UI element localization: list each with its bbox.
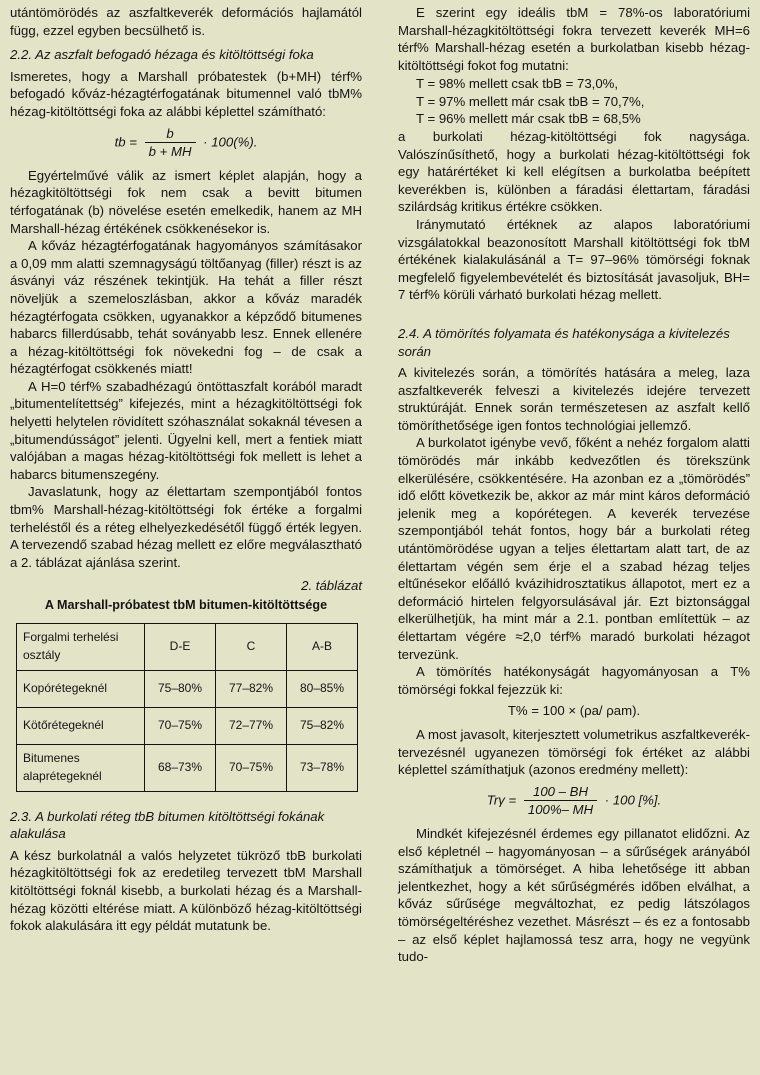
paragraph: A H=0 térf% szabadhézagú öntöttaszfalt korából maradt „bitumentelítettség” kifejezés, mint a hézagkitöltöttségi fok helyetti helytelen rövidített szóhasználat sokaknál tévesen a „bitumendússágot” jelenti. Ügyelni kell, mert a fentiek miatt valójában a magas hézag-kitöltöttségi fok mellett is lehet a habarcs bitumenszegény.: [10, 378, 362, 482]
formula-denominator: b + MH: [148, 144, 192, 160]
table-cell: Kötőrétegeknél: [17, 707, 145, 744]
formula-t-percent: T% = 100 × (ρa/ ρam).: [507, 703, 641, 719]
paragraph: Javaslatunk, hogy az élettartam szempontjából fontos tbm% Marshall-hézag-kitöltöttségi fok értéke a forgalmi terheléstől és a réteg elhelyezkedésétől függő érték legyen. A tervezendő szabad hézag mellett ez előre megválasztható a 2. táblázat ajánlása szerint.: [10, 484, 362, 570]
formula-rhs: · 100 [%].: [604, 792, 662, 808]
formula-lhs: Trγ =: [486, 792, 517, 808]
right-column: [398, 4, 750, 966]
paragraph: A kivitelezés során, a tömörítés hatására a meleg, laza aszfaltkeverék felveszi a kivitelezés idejére tervezett struktúráját. Ennek során természetesen az aszfalt kellő tömöríthetősége igen fontos technológiai jellemző.: [398, 365, 750, 433]
formula-lhs: tb =: [114, 134, 137, 150]
table-cell: 75–82%: [287, 707, 358, 744]
paragraph: A kőváz hézagtérfogatának hagyományos számításakor a 0,09 mm alatti szemnagyságú töltőanyag (filler) részt is az ásványi váz részének tekintjük. Ha tehát a filler részt növeljük a szemeloszlásban, akkor a kőváz maradék hézagtérfogata csökken, ugyanakkor a képződő bitumenes habarcs fillerdúsabb, tehát soványabb lesz. Ennek ellenére a hézag-kitöltöttségi fok növekedni fog – de csak a hézagtérfogat csökkenés miatt!: [10, 238, 362, 377]
formula-tr: [398, 783, 750, 819]
formula-fraction: [524, 783, 597, 819]
section-heading-2-3: 2.3. A burkolati réteg tbB bitumen kitöltöttségi fokának alakulása: [10, 808, 325, 842]
table-cell: 70–75%: [145, 707, 216, 744]
table-row: [17, 670, 358, 707]
table-header-cell: Forgalmi terhelési osztály: [17, 623, 145, 670]
list-item: T = 97% mellett már csak tbB = 70,7%,: [416, 93, 645, 109]
formula-numerator: 100 – BH: [524, 783, 597, 802]
formula-denominator: 100%– MH: [527, 802, 594, 818]
table-header-cell: A-B: [287, 623, 358, 670]
table-cell: 70–75%: [216, 744, 287, 791]
table-cell: 75–80%: [145, 670, 216, 707]
table-row: [17, 744, 358, 791]
paragraph: E szerint egy ideális tbM = 78%-os laboratóriumi Marshall-hézagkitöltöttségi fokra tervezett keverék MH=6 térf% Marshall-hézag esetén a burkolatban kisebb hézag-kitöltöttségi fokot fog mutatni:: [398, 5, 750, 73]
compaction-list: [416, 75, 750, 127]
formula-fraction: [145, 125, 196, 161]
formula-tb: [10, 125, 362, 161]
table-cell: 80–85%: [287, 670, 358, 707]
paragraph: Iránymutató értéknek az alapos laboratóriumi vizsgálatokkal beazonosított Marshall kitöltöttségi fok tbM értékének kialakulásánál a T= 97–96% tömörségi foknak megfelelő figyelembevételét és biztosítását javasoljuk, BH= 7 térf% körüli várható burkolati hézag mellett.: [398, 216, 750, 303]
table-row: [17, 707, 358, 744]
table-header-row: [17, 623, 358, 670]
table-number: 2. táblázat: [301, 578, 362, 594]
formula-numerator: b: [145, 125, 196, 144]
bitumen-fill-table: [16, 623, 358, 792]
list-item: T = 98% mellett csak tbB = 73,0%,: [416, 76, 619, 92]
paragraph: A kész burkolatnál a valós helyzetet tükröző tbB burkolati hézagkitöltöttségi fok az eredetileg tervezett tbM Marshall kitöltöttségi foknál kisebb, a burkolati hézag és a Marshall-hézag közötti eltérése miatt. A különböző hézag-kitöltöttségi fokok alakulására itt egy példát mutatunk be.: [10, 847, 362, 934]
formula-rhs: · 100(%).: [203, 134, 258, 150]
table-caption: A Marshall-próbatest tbM bitumen-kitöltöttsége: [44, 598, 328, 612]
left-column: [10, 4, 362, 935]
table-header-cell: C: [216, 623, 287, 670]
table-cell: 68–73%: [145, 744, 216, 791]
table-header-cell: D-E: [145, 623, 216, 670]
paragraph: A burkolatot igénybe vevő, főként a nehéz forgalom alatti tömörödés már inkább kedvezőtlen és törekszünk elkerülésére, csökkentésére. Ha azonban ez a „tömörödés” idő előtt következik be, akkor az már mint káros deformáció jelenik meg a kopórétegen. A keverék tervezése szempontjából tehát fontos, hogy bár a burkolati réteg utántömörödése ugyan a teljes élettartam alatt tart, de az élettartam végén sem érje el a szabad hézag teljes eltűnésekor előálló kvázihidrosztatikus állapotot, mert ez a deformáció hirtelen felgyorsulásával jár. Ezt biztonsággal elkerülhetjük, ha mint már a 2.1. pontban említettük – az élettartam végére ≈2,0 térf% maradó burkolati hézagot tervezünk.: [398, 435, 750, 662]
list-item: T = 96% mellett már csak tbB = 68,5%: [416, 110, 641, 126]
table-cell: 77–82%: [216, 670, 287, 707]
paragraph: utántömörödés az aszfaltkeverék deformációs hajlamától függ, ezzel egyben becsülhető is.: [10, 5, 362, 38]
paragraph: a burkolati hézag-kitöltöttségi fok nagysága. Valószínűsíthető, hogy a burkolati hézag-kitöltöttségi fok egy határértéket ki kell elégítsen a burkolatba beépített keverékben is, különben a fáradási élettartam, fáradási szilárdság kritikus értékre csökken.: [398, 128, 750, 215]
paragraph: Egyértelművé válik az ismert képlet alapján, hogy a hézagkitöltöttségi fok nem csak a bevitt bitumen térfogatának (b) növelése esetén emelkedik, hanem az MH Marshall-hézag értékének csökkenésekor is.: [10, 167, 362, 236]
paragraph: Ismeretes, hogy a Marshall próbatestek (b+MH) térf% befogadó kőváz-hézagtérfogatának bitumennel való tbM% hézag-kitöltöttségi foka az alábbi képlettel számítható:: [10, 68, 362, 119]
section-heading-2-4: 2.4. A tömörítés folyamata és hatékonysága a kivitelezés során: [398, 325, 730, 359]
table-cell: 72–77%: [216, 707, 287, 744]
table-cell: 73–78%: [287, 744, 358, 791]
paragraph: Mindkét kifejezésnél érdemes egy pillanatot elidőzni. Az első képletnél – hagyományosan – a sűrűségek arányából számíthatjuk a tömörséget. A hiba lehetősége itt abban jelentkezhet, hogy a két sűrűségmérés időben elválhat, a kőváz sűrűsége megváltozhat, ez pedig látszólagos tömörségeltéréshez vezethet. Másrészt – és ez a fontosabb – az első képlet hajlamossá tesz arra, hogy ne vegyünk tudo-: [398, 825, 750, 965]
table-cell: Bitumenes alaprétegeknél: [17, 744, 145, 791]
table-cell: Kopórétegeknél: [17, 670, 145, 707]
paragraph: A most javasolt, kiterjesztett volumetrikus aszfaltkeverék-tervezésnél ugyanezen tömörségi fok értéket az alábbi képlettel számíthatjuk (azonos eredmény mellett):: [398, 726, 750, 778]
section-heading-2-2: 2.2. Az aszfalt befogadó hézaga és kitöltöttségi foka: [10, 47, 314, 63]
paragraph: A tömörítés hatékonyságát hagyományosan a T% tömörségi fokkal fejezzük ki:: [398, 664, 750, 697]
